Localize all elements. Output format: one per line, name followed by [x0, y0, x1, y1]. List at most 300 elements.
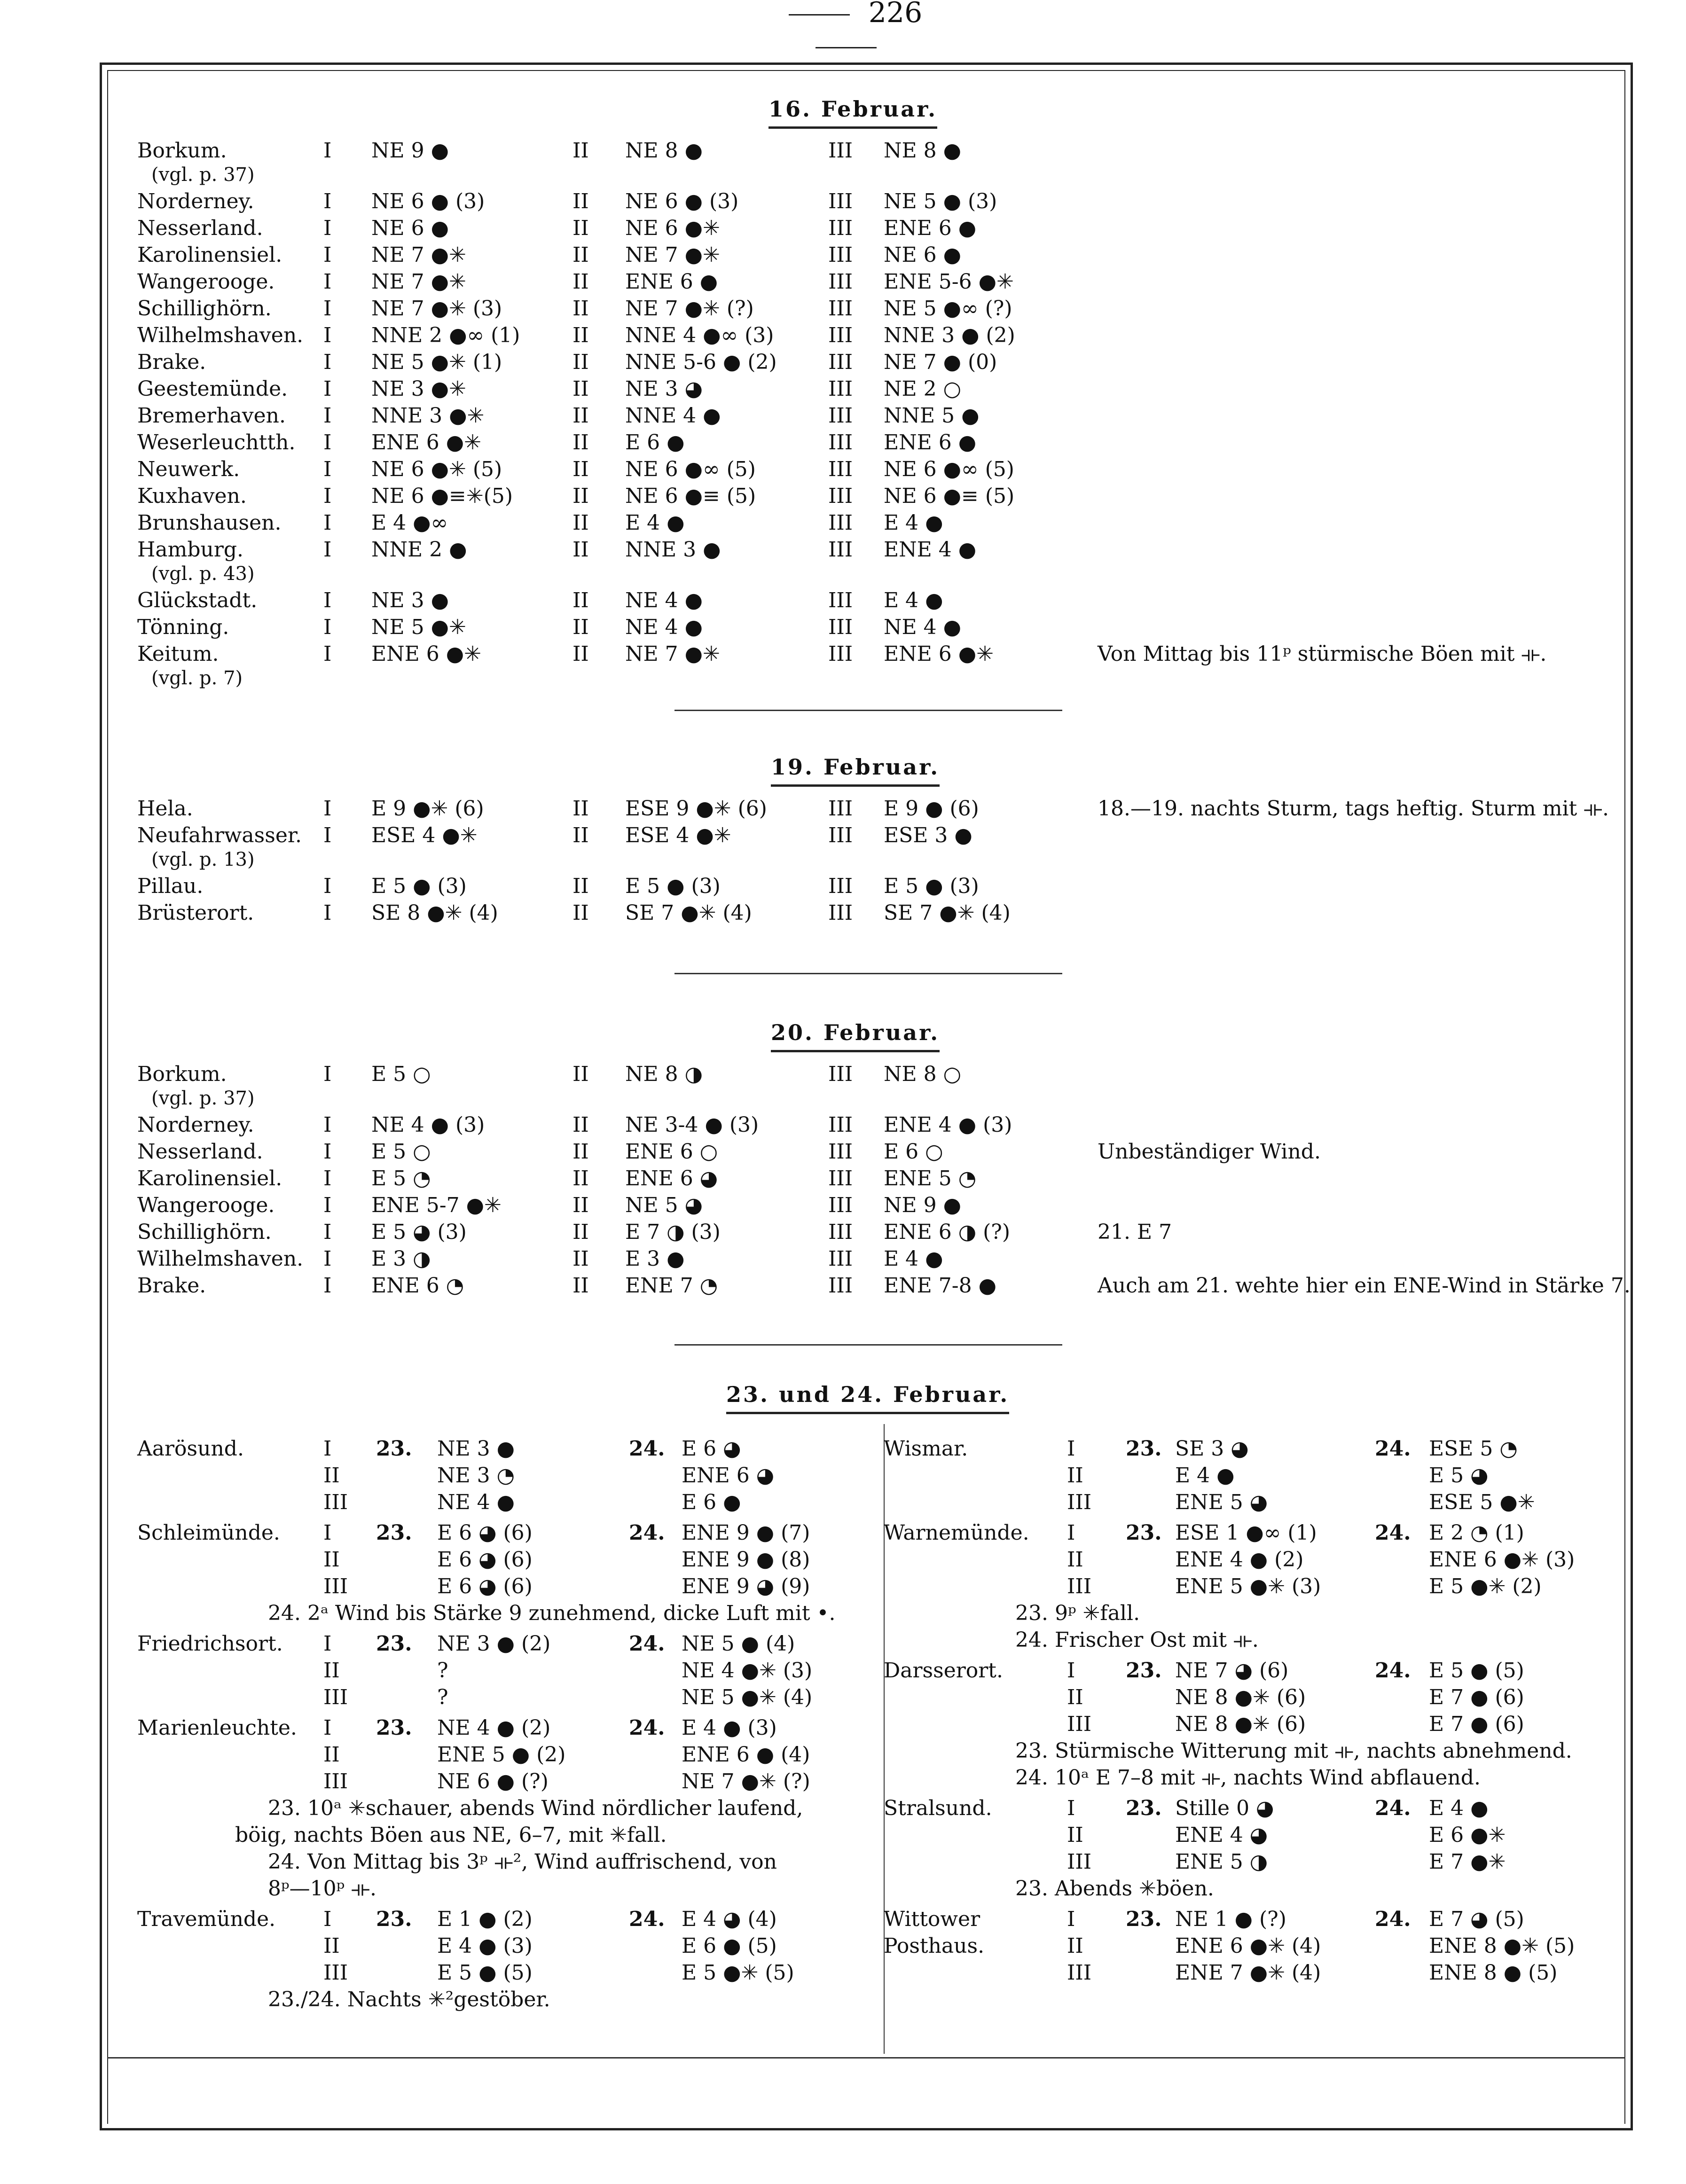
section-note: Von Mittag bis 11ᵖ stürmische Böen mit ⟛. [1098, 642, 1547, 666]
obs-value: NE 5 ●✳ (1) [371, 350, 502, 374]
obs-value: SE 3 ◕ [1175, 1437, 1249, 1461]
section-title: 20. Februar. [771, 1020, 940, 1052]
obs-time-label: III [828, 457, 853, 481]
section-note: 21. E 7 [1098, 1220, 1172, 1244]
obs-time-label: I [323, 1193, 332, 1217]
obs-date: 23. [1126, 1521, 1162, 1545]
obs-value: NE 5 ● (3) [884, 189, 997, 213]
obs-time-label: II [1067, 1685, 1083, 1709]
obs-time-label: I [1067, 1521, 1075, 1545]
obs-value: NNE 5-6 ● (2) [625, 350, 777, 374]
obs-time-label: III [828, 139, 853, 163]
obs-value: ENE 6 ◕ [625, 1166, 718, 1190]
obs-value: E 7 ◑ (3) [625, 1220, 721, 1244]
obs-value: ENE 5-7 ●✳ [371, 1193, 502, 1217]
obs-value: E 9 ● (6) [884, 797, 979, 821]
obs-value: ENE 7 ◔ [625, 1274, 718, 1298]
obs-value: ENE 6 ○ [625, 1140, 718, 1164]
obs-value: NE 9 ● [884, 1193, 961, 1217]
obs-time-label: II [572, 189, 589, 213]
obs-value: NNE 2 ● [371, 538, 467, 562]
obs-value: ENE 6 ◕ [682, 1464, 775, 1487]
obs-time-label: I [323, 1062, 332, 1086]
obs-time-label: I [1067, 1907, 1075, 1931]
obs-time-label: I [323, 216, 332, 240]
obs-date: 23. [1126, 1659, 1162, 1683]
obs-value: ENE 9 ● (7) [682, 1521, 810, 1545]
obs-time-label: III [1067, 1850, 1092, 1874]
obs-value: ENE 5 ◔ [884, 1166, 977, 1190]
obs-value: NE 6 ● (3) [625, 189, 739, 213]
obs-value: NNE 5 ● [884, 404, 980, 428]
obs-time-label: III [1067, 1490, 1092, 1514]
obs-value: NE 4 ●✳ (3) [682, 1659, 813, 1683]
obs-time-label: I [323, 823, 332, 847]
obs-value: NE 6 ●≡ (5) [884, 484, 1015, 508]
obs-date: 24. [1375, 1796, 1411, 1820]
obs-value: NE 7 ●✳ [625, 642, 720, 666]
obs-value: E 4 ● [884, 511, 943, 535]
station-note: 23. Stürmische Witterung mit ⟛, nachts abnehmend. [1015, 1739, 1572, 1763]
obs-value: NE 3 ◕ [625, 377, 703, 401]
obs-time-label: II [1067, 1464, 1083, 1487]
obs-date: 23. [1126, 1437, 1162, 1461]
obs-date: 24. [629, 1521, 665, 1545]
obs-value: E 4 ◕ (4) [682, 1907, 777, 1931]
obs-value: ENE 9 ◕ (9) [682, 1574, 810, 1598]
obs-value: ESE 3 ● [884, 823, 972, 847]
obs-time-label: III [828, 323, 853, 347]
obs-time-label: III [828, 189, 853, 213]
obs-value: NE 7 ◕ (6) [1175, 1659, 1289, 1683]
obs-time-label: I [323, 1521, 332, 1545]
obs-value: NE 4 ● [437, 1490, 515, 1514]
obs-time-label: III [828, 588, 853, 612]
station-note: böig, nachts Böen aus NE, 6–7, mit ✳fall. [235, 1823, 667, 1847]
station-reference: (vgl. p. 13) [151, 849, 255, 870]
station-name: Glückstadt. [137, 588, 258, 612]
obs-value: E 5 ● (3) [625, 874, 721, 898]
station-note: 24. 10ᵃ E 7–8 mit ⟛, nachts Wind abflauend. [1015, 1766, 1481, 1790]
obs-time-label: III [828, 901, 853, 925]
obs-value: E 7 ●✳ [1429, 1850, 1506, 1874]
obs-time-label: I [323, 243, 332, 267]
obs-value: NE 8 ● [625, 139, 703, 163]
column-divider [884, 1424, 885, 2054]
obs-time-label: III [828, 1166, 853, 1190]
station-name: Keitum. [137, 642, 219, 666]
obs-time-label: II [323, 1659, 340, 1683]
obs-value: ENE 6 ● [625, 270, 718, 294]
obs-date: 24. [1375, 1521, 1411, 1545]
station-name: Friedrichsort. [137, 1632, 283, 1656]
obs-value: NE 3 ● [437, 1437, 515, 1461]
obs-time-label: I [1067, 1437, 1075, 1461]
obs-value: E 6 ● [682, 1490, 741, 1514]
obs-time-label: III [828, 270, 853, 294]
obs-time-label: I [323, 457, 332, 481]
obs-time-label: III [828, 1220, 853, 1244]
station-name: Neuwerk. [137, 457, 240, 481]
obs-value: ENE 6 ●✳ (4) [1175, 1934, 1321, 1958]
obs-value: NE 9 ● [371, 139, 449, 163]
obs-time-label: III [323, 1490, 348, 1514]
obs-time-label: III [828, 243, 853, 267]
station-name: Wismar. [884, 1437, 968, 1461]
section-note: 18.—19. nachts Sturm, tags heftig. Sturm mit ⟛. [1098, 797, 1609, 821]
obs-value: ENE 4 ● [884, 538, 977, 562]
station-name: Stralsund. [884, 1796, 992, 1820]
obs-time-label: II [572, 1220, 589, 1244]
obs-value: SE 8 ●✳ (4) [371, 901, 498, 925]
obs-value: E 4 ● (3) [437, 1934, 533, 1958]
obs-date: 23. [376, 1437, 412, 1461]
obs-time-label: II [572, 874, 589, 898]
obs-value: NE 7 ●✳ (3) [371, 297, 502, 321]
obs-value: ENE 5 ◑ [1175, 1850, 1268, 1874]
station-name: Schillighörn. [137, 297, 272, 321]
obs-value: NE 3 ● [371, 588, 449, 612]
obs-time-label: III [828, 1247, 853, 1271]
obs-value: NNE 3 ● [625, 538, 721, 562]
section-title: 19. Februar. [771, 754, 940, 787]
obs-time-label: II [323, 1548, 340, 1572]
obs-value: NE 1 ● (?) [1175, 1907, 1286, 1931]
obs-value: NE 6 ●✳ [625, 216, 720, 240]
obs-time-label: I [323, 1437, 332, 1461]
obs-time-label: II [572, 404, 589, 428]
obs-value: NNE 3 ●✳ [371, 404, 485, 428]
obs-time-label: II [1067, 1934, 1083, 1958]
obs-value: ESE 4 ●✳ [371, 823, 478, 847]
station-name: Neufahrwasser. [137, 823, 302, 847]
obs-time-label: II [572, 297, 589, 321]
obs-value: E 6 ◕ (6) [437, 1521, 533, 1545]
obs-value: E 5 ● (5) [437, 1961, 533, 1985]
obs-value: NE 8 ●✳ (6) [1175, 1685, 1306, 1709]
obs-value: E 7 ● (6) [1429, 1712, 1524, 1736]
station-name: Brake. [137, 1274, 206, 1298]
obs-value: ENE 5 ● (2) [437, 1743, 566, 1767]
obs-value: E 5 ◔ [371, 1166, 431, 1190]
obs-time-label: III [828, 377, 853, 401]
obs-date: 24. [1375, 1907, 1411, 1931]
obs-value: E 1 ● (2) [437, 1907, 533, 1931]
obs-time-label: III [828, 431, 853, 454]
obs-value: E 4 ● [625, 511, 685, 535]
obs-value: ENE 4 ◕ [1175, 1823, 1268, 1847]
obs-time-label: III [828, 642, 853, 666]
station-name: Wittower [884, 1907, 980, 1931]
obs-value: E 4 ● [884, 1247, 943, 1271]
obs-value: NE 5 ◕ [625, 1193, 703, 1217]
station-name: Warnemünde. [884, 1521, 1029, 1545]
obs-time-label: II [572, 457, 589, 481]
obs-time-label: I [1067, 1659, 1075, 1683]
obs-value: NNE 2 ●∞ (1) [371, 323, 520, 347]
section-separator [674, 710, 1062, 711]
section-note: Unbeständiger Wind. [1098, 1140, 1321, 1164]
obs-time-label: III [828, 1113, 853, 1137]
obs-time-label: III [828, 874, 853, 898]
obs-value: ENE 6 ● [884, 216, 977, 240]
obs-time-label: II [572, 823, 589, 847]
obs-date: 24. [629, 1716, 665, 1740]
obs-value: E 5 ○ [371, 1140, 431, 1164]
obs-time-label: III [828, 538, 853, 562]
station-note: 23. 10ᵃ ✳schauer, abends Wind nördlicher laufend, [268, 1796, 803, 1820]
obs-time-label: I [323, 1274, 332, 1298]
obs-time-label: III [828, 216, 853, 240]
obs-time-label: II [323, 1934, 340, 1958]
obs-value: NE 4 ● [884, 615, 961, 639]
obs-time-label: I [323, 1166, 332, 1190]
obs-time-label: II [572, 431, 589, 454]
obs-time-label: II [572, 797, 589, 821]
obs-time-label: II [572, 538, 589, 562]
station-name: Kuxhaven. [137, 484, 247, 508]
station-name: Borkum. [137, 1062, 227, 1086]
obs-time-label: I [323, 1907, 332, 1931]
obs-value: E 4 ● (3) [682, 1716, 777, 1740]
obs-time-label: II [572, 350, 589, 374]
obs-value: E 6 ● [625, 431, 685, 454]
obs-value: NE 6 ●≡✳(5) [371, 484, 513, 508]
obs-value: ENE 5 ◕ [1175, 1490, 1268, 1514]
obs-value: E 4 ● [1429, 1796, 1489, 1820]
section-title: 16. Februar. [769, 96, 937, 129]
obs-value: ENE 7 ●✳ (4) [1175, 1961, 1321, 1985]
obs-value: E 5 ● (3) [371, 874, 467, 898]
obs-time-label: III [828, 1140, 853, 1164]
obs-time-label: I [323, 511, 332, 535]
station-name: Wangerooge. [137, 270, 275, 294]
obs-time-label: III [323, 1685, 348, 1709]
obs-time-label: III [323, 1769, 348, 1793]
obs-time-label: I [323, 270, 332, 294]
station-name: Karolinensiel. [137, 1166, 282, 1190]
obs-value: NE 6 ●∞ (5) [884, 457, 1014, 481]
obs-time-label: III [1067, 1574, 1092, 1598]
obs-value: NE 6 ●≡ (5) [625, 484, 756, 508]
obs-value: ENE 4 ● (2) [1175, 1548, 1304, 1572]
obs-date: 24. [629, 1632, 665, 1656]
obs-value: E 5 ●✳ (5) [682, 1961, 794, 1985]
obs-value: NE 6 ● [884, 243, 961, 267]
obs-value: NE 6 ● (?) [437, 1769, 549, 1793]
obs-time-label: II [323, 1464, 340, 1487]
obs-value: E 5 ◕ [1429, 1464, 1489, 1487]
obs-value: E 5 ○ [371, 1062, 431, 1086]
obs-time-label: I [323, 1113, 332, 1137]
obs-value: NE 4 ● [625, 615, 703, 639]
obs-value: Stille 0 ◕ [1175, 1796, 1274, 1820]
obs-date: 23. [1126, 1907, 1162, 1931]
obs-value: ENE 5 ●✳ (3) [1175, 1574, 1321, 1598]
obs-value: NE 2 ○ [884, 377, 961, 401]
obs-value: E 5 ●✳ (2) [1429, 1574, 1542, 1598]
obs-value: ENE 4 ● (3) [884, 1113, 1012, 1137]
obs-time-label: II [572, 901, 589, 925]
obs-value: NE 8 ○ [884, 1062, 961, 1086]
section-title: 23. und 24. Februar. [726, 1382, 1009, 1414]
obs-time-label: II [323, 1743, 340, 1767]
obs-value: NE 3 ●✳ [371, 377, 466, 401]
obs-value: NE 7 ●✳ [371, 270, 466, 294]
station-name: Schillighörn. [137, 1220, 272, 1244]
station-name: Wilhelmshaven. [137, 323, 304, 347]
station-note: 24. 2ᵃ Wind bis Stärke 9 zunehmend, dicke Luft mit •. [268, 1601, 836, 1625]
obs-value: ENE 6 ●✳ [371, 431, 481, 454]
obs-value: ENE 7-8 ● [884, 1274, 996, 1298]
station-name: Hela. [137, 797, 193, 821]
obs-time-label: I [323, 874, 332, 898]
station-name: Norderney. [137, 189, 254, 213]
station-name: Karolinensiel. [137, 243, 282, 267]
obs-time-label: II [572, 323, 589, 347]
obs-value: ENE 5-6 ●✳ [884, 270, 1014, 294]
obs-time-label: I [323, 377, 332, 401]
station-name: Norderney. [137, 1113, 254, 1137]
obs-value: E 3 ● [625, 1247, 685, 1271]
obs-value: E 6 ● (5) [682, 1934, 777, 1958]
obs-value: ENE 9 ● (8) [682, 1548, 810, 1572]
page-number: 226 [747, 0, 945, 62]
obs-value: SE 7 ●✳ (4) [884, 901, 1011, 925]
obs-time-label: I [323, 431, 332, 454]
station-note: 23. 9ᵖ ✳fall. [1015, 1601, 1140, 1625]
obs-date: 23. [376, 1716, 412, 1740]
obs-time-label: II [1067, 1823, 1083, 1847]
obs-value: ESE 1 ●∞ (1) [1175, 1521, 1317, 1545]
obs-value: E 4 ● [1175, 1464, 1235, 1487]
obs-value: E 6 ●✳ [1429, 1823, 1506, 1847]
station-name: Wangerooge. [137, 1193, 275, 1217]
obs-time-label: I [323, 350, 332, 374]
obs-value: ENE 6 ◑ (?) [884, 1220, 1011, 1244]
section-note: Auch am 21. wehte hier ein ENE-Wind in Stärke 7. [1098, 1274, 1631, 1298]
station-name: Brüsterort. [137, 901, 254, 925]
obs-time-label: II [572, 588, 589, 612]
bottom-rule [107, 2057, 1625, 2059]
obs-value: E 5 ◕ (3) [371, 1220, 467, 1244]
obs-value: NE 8 ● [884, 139, 961, 163]
obs-time-label: I [323, 642, 332, 666]
obs-time-label: II [572, 377, 589, 401]
station-note: 24. Von Mittag bis 3ᵖ ⟛², Wind auffrischend, von [268, 1850, 777, 1874]
obs-value: E 6 ○ [884, 1140, 943, 1164]
obs-time-label: I [323, 615, 332, 639]
obs-date: 23. [376, 1521, 412, 1545]
station-name: Brunshausen. [137, 511, 282, 535]
obs-time-label: II [572, 484, 589, 508]
obs-time-label: III [323, 1574, 348, 1598]
obs-time-label: III [828, 1193, 853, 1217]
obs-value: ESE 5 ●✳ [1429, 1490, 1535, 1514]
obs-time-label: III [828, 484, 853, 508]
obs-time-label: I [323, 1247, 332, 1271]
obs-time-label: III [828, 297, 853, 321]
obs-value: ENE 6 ● [884, 431, 977, 454]
station-name: Hamburg. [137, 538, 244, 562]
obs-value: NE 7 ●✳ (?) [625, 297, 754, 321]
obs-time-label: II [572, 216, 589, 240]
station-note: 24. Frischer Ost mit ⟛. [1015, 1628, 1259, 1652]
obs-time-label: III [323, 1961, 348, 1985]
obs-time-label: III [828, 823, 853, 847]
obs-time-label: I [323, 323, 332, 347]
section-separator [674, 1344, 1062, 1346]
obs-time-label: III [1067, 1712, 1092, 1736]
station-reference: (vgl. p. 7) [151, 667, 243, 689]
obs-value: NE 6 ●∞ (5) [625, 457, 756, 481]
obs-value: ENE 6 ●✳ [884, 642, 994, 666]
obs-time-label: III [828, 350, 853, 374]
obs-value: NE 3 ● (2) [437, 1632, 551, 1656]
obs-value: E 5 ● (5) [1429, 1659, 1524, 1683]
obs-value: NE 5 ● (4) [682, 1632, 795, 1656]
obs-time-label: II [572, 511, 589, 535]
station-note: 23. Abends ✳böen. [1015, 1877, 1214, 1901]
obs-time-label: III [828, 1274, 853, 1298]
obs-value: NE 7 ●✳ [371, 243, 466, 267]
obs-value: SE 7 ●✳ (4) [625, 901, 752, 925]
station-name: Borkum. [137, 139, 227, 163]
obs-value: E 5 ● (3) [884, 874, 979, 898]
station-name: Bremerhaven. [137, 404, 286, 428]
obs-value: NNE 4 ●∞ (3) [625, 323, 774, 347]
obs-value: NE 5 ●✳ [371, 615, 466, 639]
station-reference: (vgl. p. 37) [151, 1088, 255, 1109]
obs-time-label: III [1067, 1961, 1092, 1985]
obs-value: E 9 ●✳ (6) [371, 797, 484, 821]
obs-date: 24. [1375, 1659, 1411, 1683]
section-separator [674, 973, 1062, 974]
obs-value: NE 4 ● [625, 588, 703, 612]
obs-time-label: II [572, 1166, 589, 1190]
obs-value: NE 8 ●✳ (6) [1175, 1712, 1306, 1736]
obs-time-label: II [572, 1113, 589, 1137]
obs-time-label: I [323, 588, 332, 612]
obs-value: E 7 ◕ (5) [1429, 1907, 1524, 1931]
obs-date: 24. [1375, 1437, 1411, 1461]
station-note: 23./24. Nachts ✳²gestöber. [268, 1988, 550, 2012]
obs-value: NE 7 ●✳ (?) [682, 1769, 810, 1793]
station-name: Nesserland. [137, 1140, 263, 1164]
obs-time-label: I [323, 484, 332, 508]
obs-time-label: II [572, 1247, 589, 1271]
station-name: Marienleuchte. [137, 1716, 297, 1740]
obs-time-label: I [323, 297, 332, 321]
obs-time-label: III [828, 797, 853, 821]
station-name: Weserleuchtth. [137, 431, 296, 454]
obs-value: E 4 ● [884, 588, 943, 612]
obs-value: NE 7 ●✳ [625, 243, 720, 267]
obs-time-label: II [572, 642, 589, 666]
obs-value: E 6 ◕ (6) [437, 1574, 533, 1598]
station-name: Travemünde. [137, 1907, 276, 1931]
obs-value: ESE 5 ◔ [1429, 1437, 1518, 1461]
obs-time-label: II [572, 270, 589, 294]
obs-time-label: I [323, 1716, 332, 1740]
obs-value: E 2 ◔ (1) [1429, 1521, 1524, 1545]
obs-time-label: II [572, 1062, 589, 1086]
obs-time-label: I [323, 797, 332, 821]
obs-time-label: II [572, 1140, 589, 1164]
obs-time-label: II [572, 243, 589, 267]
obs-value: NE 5 ●✳ (4) [682, 1685, 813, 1709]
obs-time-label: I [323, 538, 332, 562]
